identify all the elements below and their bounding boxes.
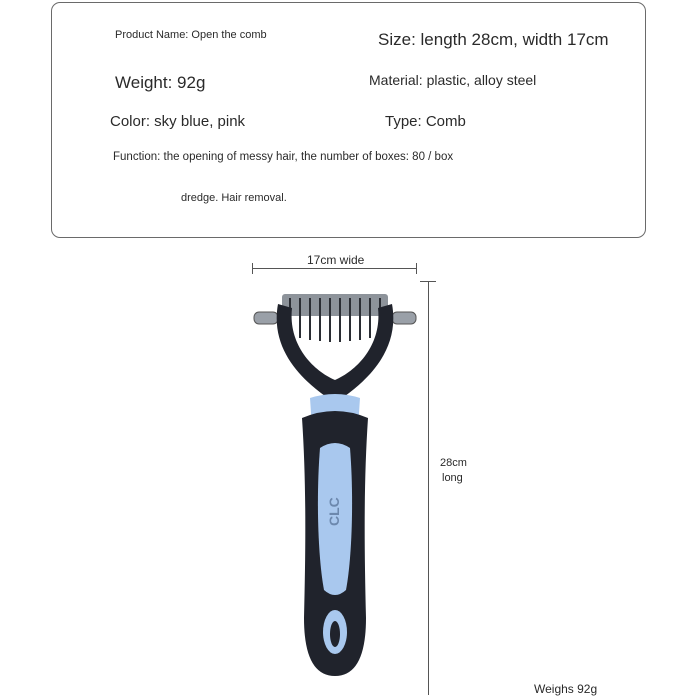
size-text: Size: length 28cm, width 17cm — [378, 30, 609, 49]
color-text: Color: sky blue, pink — [110, 113, 246, 130]
width-dimension-cap-left — [252, 263, 253, 274]
material-text: Material: plastic, alloy steel — [369, 72, 537, 88]
length-label-line2: long — [442, 472, 463, 484]
type-text: Type: Comb — [385, 113, 466, 130]
weight-text: Weight: 92g — [115, 73, 206, 92]
function-text-line1: Function: the opening of messy hair, the number of boxes: 80 / box — [113, 151, 454, 163]
function-text-line2: dredge. Hair removal. — [181, 192, 287, 204]
axle-cap-left — [254, 312, 278, 324]
width-label: 17cm wide — [307, 253, 365, 267]
hang-hole — [330, 621, 340, 647]
weighs-label: Weighs 92g — [534, 682, 598, 696]
axle-cap-right — [392, 312, 416, 324]
comb-fork — [277, 304, 394, 396]
spec-box — [51, 2, 646, 238]
width-dimension-cap-right — [416, 263, 417, 274]
comb-product-image — [240, 278, 430, 680]
product-name-text: Product Name: Open the comb — [115, 29, 267, 41]
width-dimension-line — [252, 268, 417, 269]
comb-blade — [282, 294, 388, 316]
brand-mark: CLC — [326, 497, 342, 526]
length-label-line1: 28cm — [440, 457, 467, 469]
